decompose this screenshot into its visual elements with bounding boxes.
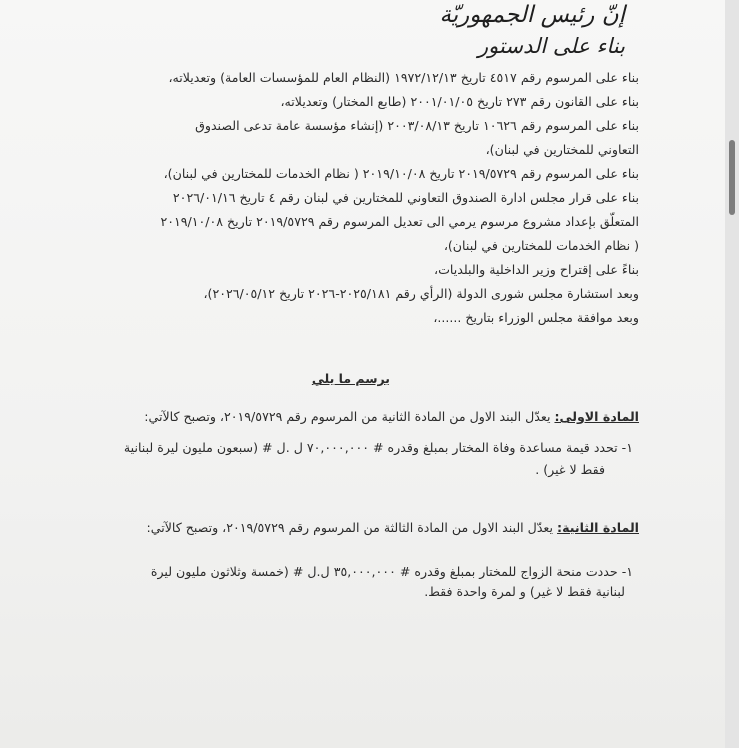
preamble-line: وبعد استشارة مجلس شورى الدولة (الرأي رقم ٢٠٢٥/١٨١-٢٠٢٦ تاريخ ٢٠٢٦/٠٥/١٢)، [203,286,639,301]
preamble-line: بناء على المرسوم رقم ٢٠١٩/٥٧٢٩ تاريخ ٢٠١٩/١٠/٠٨ ( نظام الخدمات للمختارين في لبنان)، [163,166,639,181]
preamble-line: بناء على قرار مجلس ادارة الصندوق التعاوني للمختارين في لبنان رقم ٤ تاريخ ٢٠٢٦/٠١/١٦ [172,190,639,205]
document-subtitle: بناء على الدستور [478,34,625,58]
decree-heading: يرسم ما يلي [311,371,390,386]
article-2-text: يعدّل البند الاول من المادة الثالثة من المرسوم رقم ٢٠١٩/٥٧٢٩، وتصبح كالآتي: [146,520,558,535]
article-1-label: المادة الاولى: [554,409,639,424]
vertical-scrollbar[interactable] [725,0,739,748]
preamble-line: بناء على القانون رقم ٢٧٣ تاريخ ٢٠٠١/٠١/٠٥ (طابع المختار) وتعديلاته، [280,94,639,109]
article-1-text: يعدّل البند الاول من المادة الثانية من المرسوم رقم ٢٠١٩/٥٧٢٩، وتصبح كالآتي: [144,409,555,424]
preamble-line: التعاوني للمختارين في لبنان)، [485,142,639,157]
article-2 [146,520,639,535]
article-1 [144,409,639,424]
article-2-label: المادة الثانية: [557,520,639,535]
preamble-line: بناء على المرسوم رقم ١٠٦٢٦ تاريخ ٢٠٠٣/٠٨/١٣ (إنشاء مؤسسة عامة تدعى الصندوق [195,118,639,133]
article-1-item-line: فقط لا غير) . [535,462,605,477]
preamble-line: بناء على المرسوم رقم ٤٥١٧ تاريخ ١٩٧٢/١٢/١٣ (النظام العام للمؤسسات العامة) وتعديلاته، [168,70,639,85]
article-2-item-line: ١- حددت منحة الزواج للمختار بمبلغ وقدره # ٣٥,٠٠٠,٠٠٠ ل.ل # (خمسة وثلاثون مليون ليرة [150,564,633,579]
preamble-line: وبعد موافقة مجلس الوزراء بتاريخ ......، [433,310,639,325]
article-1-item-line: ١- تحدد قيمة مساعدة وفاة المختار بمبلغ وقدره # ٧٠,٠٠٠,٠٠٠ ل .ل # (سبعون مليون ليرة لبنانية [123,440,633,455]
preamble-line: بناءً على إقتراح وزير الداخلية والبلديات، [434,262,639,277]
scrollbar-thumb[interactable] [729,140,735,215]
document-title: إنّ رئيس الجمهوريّة [439,2,625,28]
article-2-item-line: لبنانية فقط لا غير) و لمرة واحدة فقط. [424,584,625,599]
preamble-line: المتعلّق بإعداد مشروع مرسوم يرمي الى تعديل المرسوم رقم ٢٠١٩/٥٧٢٩ تاريخ ٢٠١٩/١٠/٠٨ [160,214,639,229]
preamble-line: ( نظام الخدمات للمختارين في لبنان)، [443,238,639,253]
